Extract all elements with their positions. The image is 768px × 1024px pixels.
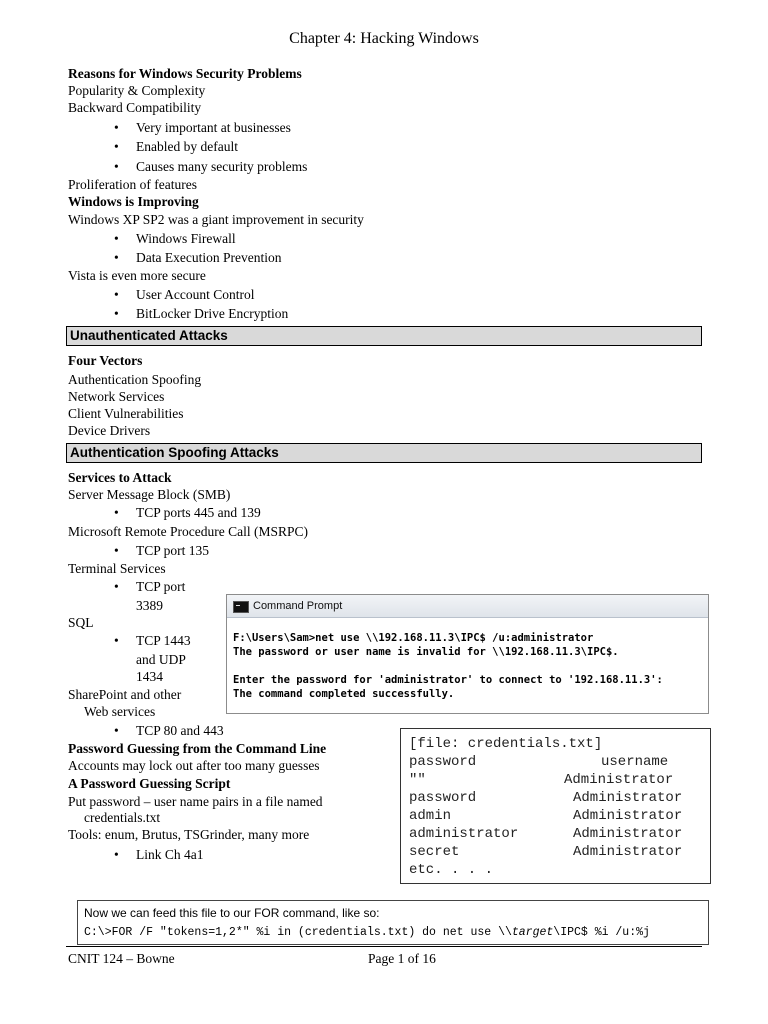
- for-command-target: target: [511, 926, 554, 939]
- text-proliferation: Proliferation of features: [68, 177, 197, 192]
- text-put-pairs: Put password – user name pairs in a file named: [68, 794, 323, 809]
- for-command-prefix: C:\>FOR /F "tokens=1,2*" %i in (credentials.txt) do net use \\: [84, 926, 512, 939]
- credentials-cell: Administrator: [564, 772, 674, 788]
- text-smb: Server Message Block (SMB): [68, 487, 231, 502]
- terminal-line: Enter the password for 'administrator' to connect to '192.168.11.3':: [233, 674, 663, 686]
- footer-divider: [66, 946, 702, 947]
- terminal-line: F:\Users\Sam>net use \\192.168.11.3\IPC$ /u:administrator: [233, 632, 594, 644]
- terminal-icon: [233, 601, 249, 613]
- credentials-cell: username: [601, 754, 669, 770]
- list-item: Authentication Spoofing: [68, 372, 202, 387]
- for-command-line: [84, 925, 650, 940]
- credentials-file-box: [400, 728, 711, 884]
- text-terminal-services: Terminal Services: [68, 561, 166, 576]
- section-heading-services: Services to Attack: [68, 470, 172, 485]
- credentials-cell: secret: [409, 844, 460, 860]
- credentials-cell: etc. . . .: [409, 862, 494, 878]
- text-xp-sp2: Windows XP SP2 was a giant improvement in security: [68, 212, 364, 227]
- footer-page-number: Page 1 of 16: [368, 951, 436, 966]
- terminal-line: The command completed successfully.: [233, 688, 455, 700]
- credentials-cell: Administrator: [573, 826, 683, 842]
- command-prompt-screenshot: [226, 594, 709, 714]
- credentials-cell: "": [409, 772, 426, 788]
- command-prompt-title: Command Prompt: [253, 600, 343, 612]
- text-vista: Vista is even more secure: [68, 268, 206, 283]
- credentials-cell: admin: [409, 808, 452, 824]
- list-item: Device Drivers: [68, 423, 151, 438]
- for-command-suffix: \IPC$ %i /u:%j: [553, 926, 650, 939]
- footer-course: CNIT 124 – Bowne: [68, 951, 175, 966]
- for-command-box: [77, 900, 709, 945]
- credentials-cell: password: [409, 754, 477, 770]
- section-heading-password-guessing: Password Guessing from the Command Line: [68, 741, 327, 756]
- list-item: Client Vulnerabilities: [68, 406, 184, 421]
- text-popularity: Popularity & Complexity: [68, 83, 206, 98]
- terminal-line: The password or user name is invalid for \\192.168.11.3\IPC$.: [233, 646, 619, 658]
- section-heading-four-vectors: Four Vectors: [68, 353, 143, 368]
- text-sharepoint: SharePoint and other: [68, 687, 182, 702]
- list-item: Network Services: [68, 389, 165, 404]
- list-item-continuation: 1434: [136, 669, 163, 684]
- list-item-continuation: 3389: [136, 598, 163, 613]
- section-heading-script: A Password Guessing Script: [68, 776, 231, 791]
- text-put-pairs-cont: credentials.txt: [84, 810, 161, 825]
- text-tools: Tools: enum, Brutus, TSGrinder, many more: [68, 827, 310, 842]
- credentials-cell: administrator: [409, 826, 519, 842]
- section-bar-unauthenticated: Unauthenticated Attacks: [66, 326, 702, 346]
- list-item-continuation: and UDP: [136, 652, 186, 667]
- credentials-header: [file: credentials.txt]: [409, 736, 603, 752]
- text-lockout: Accounts may lock out after too many guesses: [68, 758, 320, 773]
- section-heading-reasons: Reasons for Windows Security Problems: [68, 66, 302, 81]
- credentials-cell: Administrator: [573, 790, 683, 806]
- command-prompt-titlebar: [227, 595, 708, 618]
- for-command-intro: Now we can feed this file to our FOR command, like so:: [84, 906, 380, 920]
- text-backward-compat: Backward Compatibility: [68, 100, 202, 115]
- section-bar-auth-spoofing: Authentication Spoofing Attacks: [66, 443, 702, 463]
- page-title: Chapter 4: Hacking Windows: [289, 30, 479, 47]
- section-heading-improving: Windows is Improving: [68, 194, 199, 209]
- credentials-cell: Administrator: [573, 808, 683, 824]
- credentials-cell: password: [409, 790, 477, 806]
- credentials-cell: Administrator: [573, 844, 683, 860]
- text-sharepoint-cont: Web services: [84, 704, 156, 719]
- text-sql: SQL: [68, 615, 94, 630]
- text-msrpc: Microsoft Remote Procedure Call (MSRPC): [68, 524, 308, 539]
